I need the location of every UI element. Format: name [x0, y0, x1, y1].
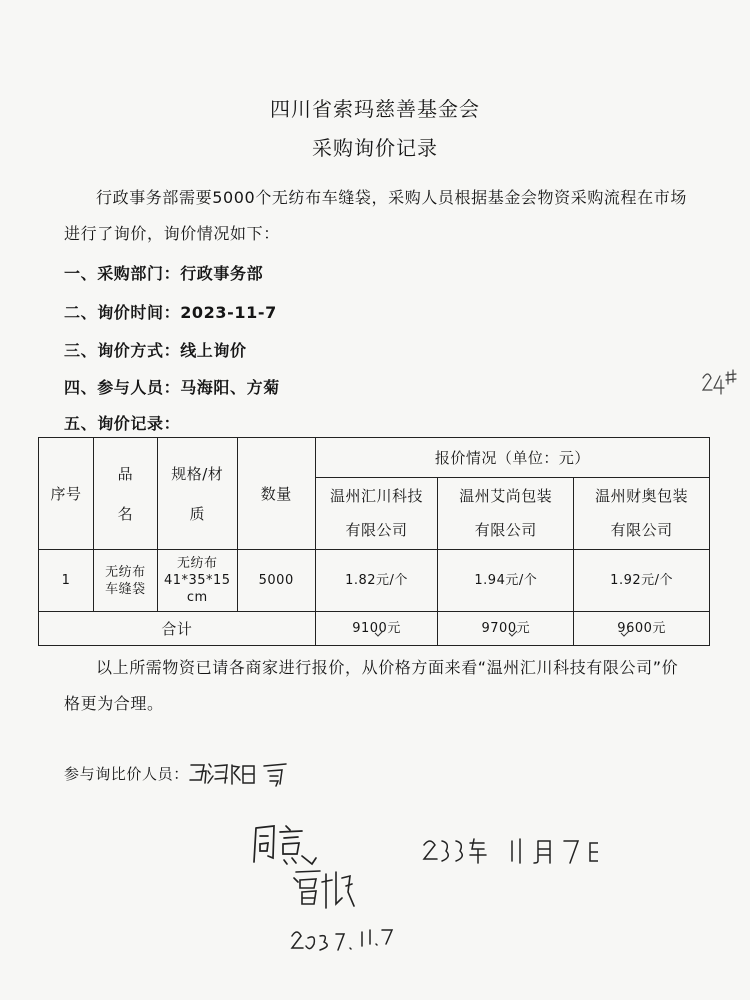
cell-price-1: 1.82元/个 — [315, 550, 438, 612]
header-vendor-3: 温州财奥包装 有限公司 — [574, 478, 710, 550]
cell-item: 无纺布 车缝袋 — [93, 550, 157, 612]
cell-price-3: 1.92元/个 — [574, 550, 710, 612]
cell-total-label: 合计 — [39, 612, 316, 646]
item-participants: 四、参与人员：马海阳、方菊 — [64, 378, 280, 397]
cell-spec: 无纺布 41*35*15 cm — [157, 550, 237, 612]
item-method: 三、询价方式：线上询价 — [64, 341, 247, 360]
document-title: 四川省索玛慈善基金会 — [270, 97, 480, 121]
item-record: 五、询价记录： — [64, 414, 181, 433]
header-qty: 数量 — [237, 438, 315, 550]
check-mark-icon — [508, 630, 518, 638]
cell-price-2: 1.94元/个 — [438, 550, 574, 612]
total-row — [39, 612, 710, 646]
item-date: 二、询价时间：2023-11-7 — [64, 303, 277, 322]
approver-signature — [290, 866, 360, 912]
cell-seq: 1 — [39, 550, 94, 612]
header-vendor-2: 温州艾尚包装 有限公司 — [438, 478, 574, 550]
cell-qty: 5000 — [237, 550, 315, 612]
cell-total-3: 9600元 — [574, 612, 710, 646]
quote-table — [38, 437, 710, 646]
header-quote: 报价情况（单位：元） — [315, 438, 709, 478]
header-vendor-1: 温州汇川科技 有限公司 — [315, 478, 438, 550]
approval-signature — [250, 818, 322, 868]
header-item: 品 名 — [93, 438, 157, 550]
short-date — [288, 920, 400, 954]
margin-note — [700, 366, 740, 398]
header-seq: 序号 — [39, 438, 94, 550]
conclusion-paragraph: 以上所需物资已请各商家进行报价，从价格方面来看“温州汇川科技有限公司”价格更为合理。 — [64, 658, 679, 713]
intro-paragraph: 行政事务部需要5000个无纺布车缝袋，采购人员根据基金会物资采购流程在市场进行了询价，询价情况如下： — [64, 188, 687, 243]
cell-total-1: 9100元 — [315, 612, 438, 646]
item-department: 一、采购部门：行政事务部 — [64, 264, 264, 283]
check-mark-icon — [374, 630, 384, 638]
header-spec: 规格/材 质 — [157, 438, 237, 550]
table-row — [39, 550, 710, 612]
document-subtitle: 采购询价记录 — [312, 136, 438, 160]
signed-date — [420, 833, 598, 867]
signature-label: 参与询比价人员： — [64, 765, 189, 783]
participant-signatures — [188, 756, 300, 790]
check-mark-icon — [620, 630, 630, 638]
cell-total-2: 9700元 — [438, 612, 574, 646]
